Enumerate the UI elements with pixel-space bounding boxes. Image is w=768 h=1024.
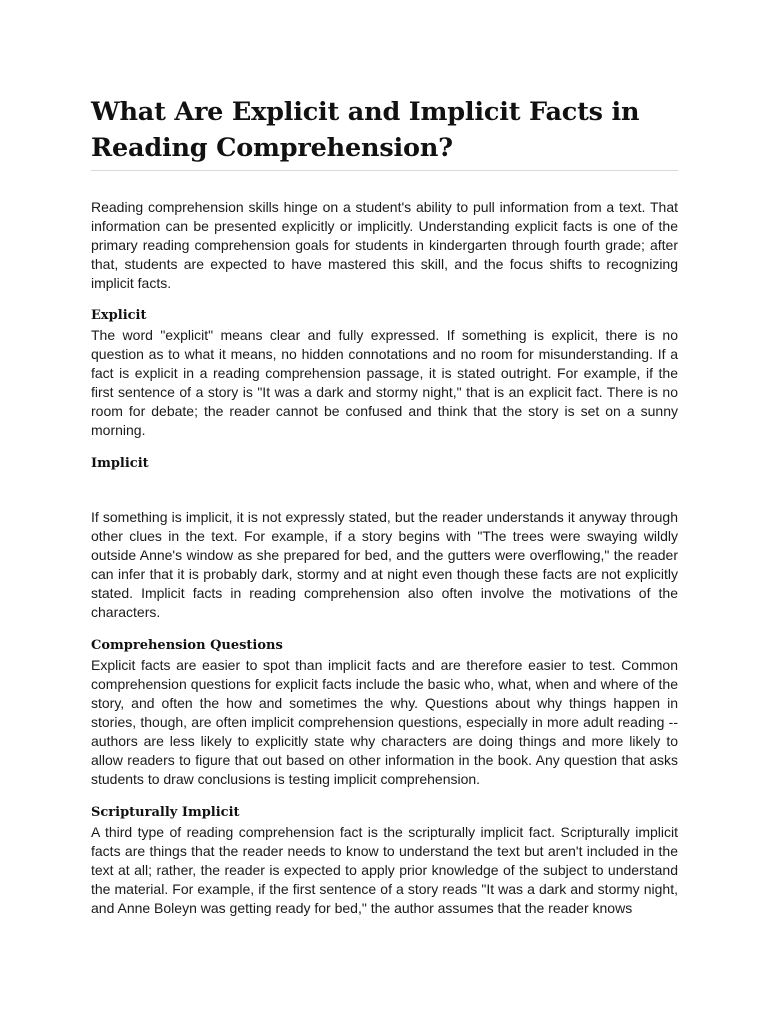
section-body-comprehension-questions: Explicit facts are easier to spot than implicit facts and are therefore easier to test. Common comprehension questions for explicit facts include the basic who, what, when and where of the story, and often the how and sometimes the why. Questions about why things happen in stories, though, are often implicit comprehension questions, especially in more adult reading -- authors are less likely to explicitly state why characters are doing things and more likely to allow readers to figure that out based on other information in the book. Any question that asks students to draw conclusions is testing implicit comprehension. xyxy=(91,657,678,787)
section-heading-scripturally-implicit: Scripturally Implicit xyxy=(91,805,240,820)
section-body-explicit: The word "explicit" means clear and fully expressed. If something is explicit, there is no question as to what it means, no hidden connotations and no room for misunderstanding. If a fact is explicit in a reading comprehension passage, it is stated outright. For example, if the first sentence of a story is "It was a dark and stormy night," that is an explicit fact. There is no room for debate; the reader cannot be confused and think that the story is set on a sunny morning. xyxy=(91,327,678,438)
intro-paragraph: Reading comprehension skills hinge on a student's ability to pull information from a text. That information can be presented explicitly or implicitly. Understanding explicit facts is one of the primary reading comprehension goals for students in kindergarten through fourth grade; after that, students are expected to have mastered this skill, and the focus shifts to recognizing implicit facts. xyxy=(91,199,678,291)
section-body-scripturally-implicit: A third type of reading comprehension fact is the scripturally implicit fact. Scripturally implicit facts are things that the reader needs to know to understand the text but aren't included in the text at all; rather, the reader is expected to apply prior knowledge of the subject to understand the material. For example, if the first sentence of a story reads "It was a dark and stormy night, and Anne Boleyn was getting ready for bed," the author assumes that the reader knows xyxy=(91,824,678,916)
section-heading-implicit: Implicit xyxy=(91,456,149,471)
document-page xyxy=(91,94,678,918)
page-title: What Are Explicit and Implicit Facts in Reading Comprehension? xyxy=(91,94,678,171)
section-body-implicit: If something is implicit, it is not expressly stated, but the reader understands it anyway through other clues in the text. For example, if a story begins with "The trees were swaying wildly outside Anne's window as she prepared for bed, and the gutters were overflowing," the reader can infer that it is probably dark, stormy and at night even though these facts are not explicitly stated. Implicit facts in reading comprehension also often involve the motivations of the characters. xyxy=(91,509,678,620)
section-heading-comprehension-questions: Comprehension Questions xyxy=(91,638,283,653)
section-heading-explicit: Explicit xyxy=(91,308,147,323)
